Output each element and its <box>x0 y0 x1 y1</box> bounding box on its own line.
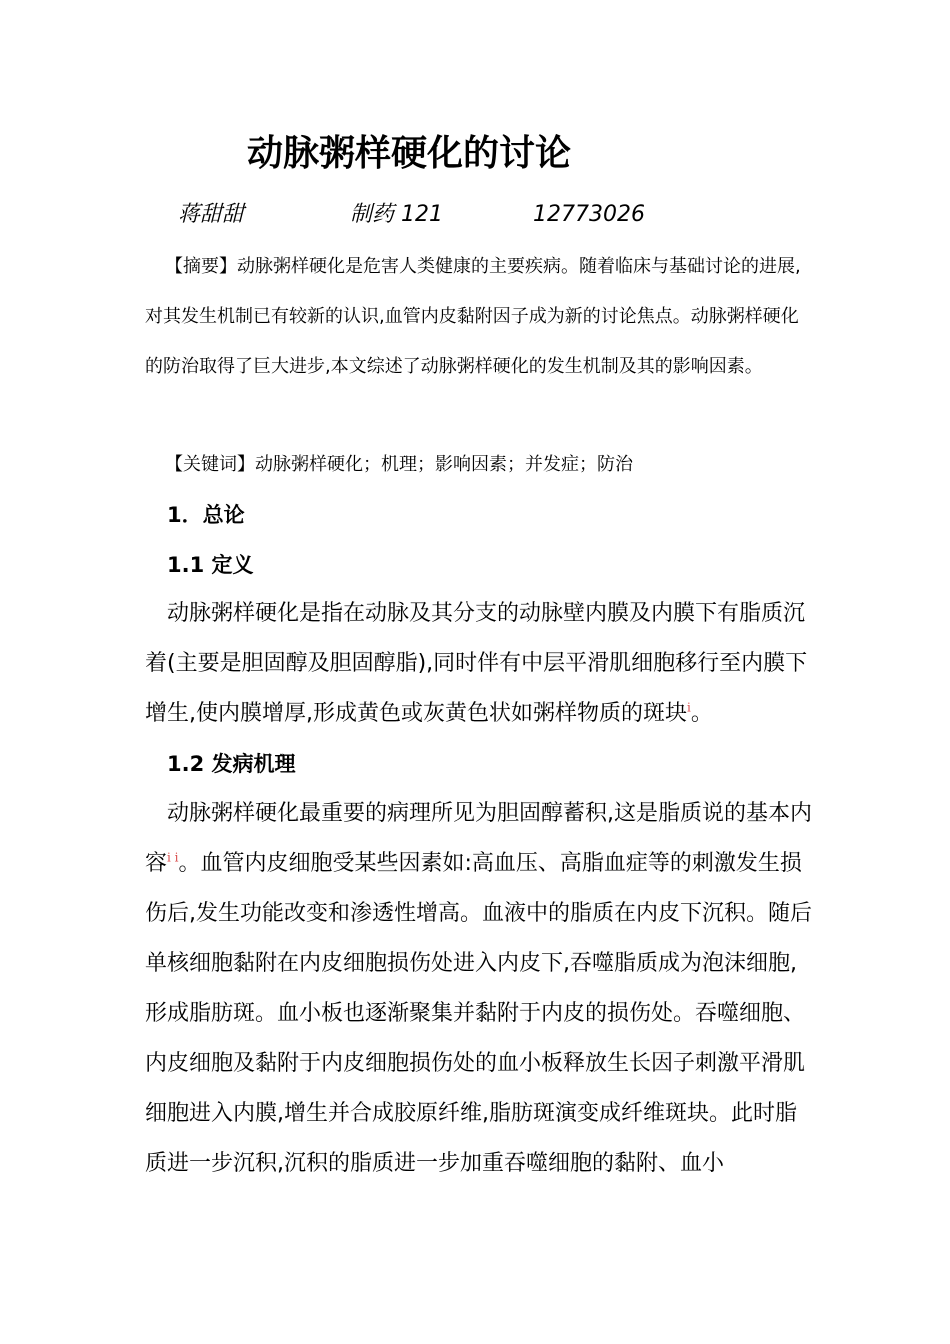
author-name: 蒋甜甜 <box>178 202 245 227</box>
abstract-block <box>145 242 810 392</box>
author-class: 制药 121 <box>350 202 443 227</box>
section-heading-overview: 1．总论 <box>167 503 245 527</box>
section-heading-pathogenesis: 1.2 发病机理 <box>167 752 296 776</box>
document-title: 动脉粥样硬化的讨论 <box>247 133 572 174</box>
definition-paragraph <box>145 589 815 739</box>
definition-end: 。 <box>690 701 713 726</box>
pathogenesis-text-b: 。血管内皮细胞受某些因素如:高血压、高脂血症等的刺激发生损伤后,发生功能改变和渗透性增高。血液中的脂质在内皮下沉积。随后单核细胞黏附在内皮细胞损伤处进入内皮下,吞噬脂质成为泡沫细胞,形成脂肪斑。血小板也逐渐聚集并黏附于内皮的损伤处。吞噬细胞、内皮细胞及黏附于内皮细胞损伤处的血小板释放生长因子刺激平滑肌细胞进入内膜,增生并合成胶原纤维,脂肪斑演变成纤维斑块。此时脂质进一步沉积,沉积的脂质进一步加重吞噬细胞的黏附、血小 <box>145 851 812 1176</box>
footnote-ref-1[interactable]: i <box>687 700 691 715</box>
definition-text: 动脉粥样硬化是指在动脉及其分支的动脉壁内膜及内膜下有脂质沉着(主要是胆固醇及胆固醇脂),同时伴有中层平滑肌细胞移行至内膜下增生,使内膜增厚,形成黄色或灰黄色状如粥样物质的斑块 <box>145 601 808 726</box>
footnote-ref-2[interactable]: i i <box>167 850 179 865</box>
keywords-line: 【关键词】动脉粥样硬化；机理；影响因素；并发症；防治 <box>165 454 633 475</box>
section-heading-definition: 1.1 定义 <box>167 553 254 577</box>
pathogenesis-text-a: 动脉粥样硬化最重要的病理所见为胆固醇蓄积,这是脂质说的基本内容 <box>145 801 812 876</box>
author-student-id: 12773026 <box>533 202 645 227</box>
pathogenesis-paragraph <box>145 789 815 1189</box>
abstract-text: 【摘要】动脉粥样硬化是危害人类健康的主要疾病。随着临床与基础讨论的进展,对其发生机制已有较新的认识,血管内皮黏附因子成为新的讨论焦点。动脉粥样硬化的防治取得了巨大进步,本文综述了动脉粥样硬化的发生机制及其的影响因素。 <box>145 256 801 377</box>
